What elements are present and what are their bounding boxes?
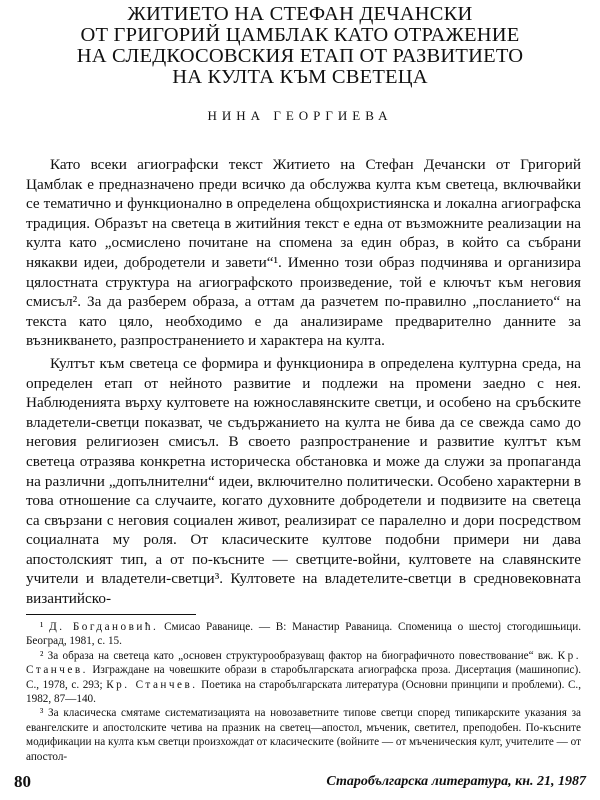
page-footer (14, 772, 586, 794)
footnote-3: ³ За класическа смятаме систематизацията на новозаветните типове светци според типикарските указания за евангелските и апостолските четива на празник на светец—апостол, мъченик, светител, преподобен. По-късните модификации на култа към светци произхождат от класическите (войните — от мъченическия култ, учителите — от апостол- (26, 707, 581, 763)
article-author: НИНА ГЕОРГИЕВА (207, 108, 393, 123)
footnote-author: Кр. Станчев. (26, 649, 582, 677)
footnote-text: ² За образа на светеца като „основен структурообразуващ фактор на биографичното повествование“ вж. (40, 649, 554, 662)
article-title (40, 4, 560, 88)
title-line: ОТ ГРИГОРИЙ ЦАМБЛАК КАТО ОТРАЖЕНИЕ (80, 24, 520, 46)
footnote-marker: ¹ (40, 621, 44, 633)
title-line: ЖИТИЕТО НА СТЕФАН ДЕЧАНСКИ (127, 3, 473, 25)
footnote-divider (26, 614, 196, 615)
title-line: НА СЛЕДКОСОВСКИЯ ЕТАП ОТ РАЗВИТИЕТО (76, 45, 524, 67)
footnotes (26, 620, 581, 764)
article-body (26, 155, 581, 609)
footnote-text: Смисао Раванице. — В: Манастир Раваница. Споменица о шестој стогодишњици. Београд, 1981, с. 15. (26, 621, 581, 648)
body-paragraph: Като всеки агиографски текст Житието на Стефан Дечански от Григорий Цамблак е предназначено преди всичко да обслужва култа към светеца, включвайки се тематично и функционално в определена общохристиянска и локална агиографска традиция. Образът на светеца в житийния текст е една от възможните реализации на култа като „осмислено почитане на спомена за един образ, в който са събрани някакви идеи, добродетели и завети“¹. Именно този образ подчинява и организира цялостната структура на агиографското произведение, той е ключът към неговия смисъл². За да разберем образа, а оттам да разчетем по-правилно „посланието“ на текста като цяло, необходимо е да анализираме предварително данните за възникването, разпространението и характера на култа. (26, 156, 581, 350)
footnote-author: Кр. Станчев. (106, 678, 198, 691)
title-line: НА КУЛТА КЪМ СВЕТЕЦА (172, 66, 428, 88)
footnote-text: Поетика на старобългарската литература (Основни принципи и проблеми). С., 1982, 87—140. (26, 678, 582, 706)
footnote-author: Д. Богдановић. (49, 621, 159, 633)
body-paragraph: Култът към светеца се формира и функционира в определена културна среда, на определен етап от нейното развитие и подлежи на промени заедно с нея. Наблюденията върху култовете на южнославянските светци, и особено на сръбските владетели-светци показват, че съдържанието на култа не бива да се свежда само до неговия религиозен смисъл. В своето разпространение и развитие култът към светеца отразява конкретна историческа обстановка и може да служи за пропаганда на различни „допълнителни“ идеи, включително политически. Особено характерни в това отношение са случаите, когато духовните добродетели и подвизите на светеца са свързани с неговия социален живот, реализират се паралелно и дори посредством социалната му роля. От класическите култове подобни примери ни дава апостолският тип, а от по-късните — светците-войни, култовете на славянските учители и владетели-светци³. Култовете на владетелите-светци в средновековната византийско- (26, 354, 581, 608)
page-number: 80 (14, 772, 31, 791)
footnote-text: Изграждане на човешките образи в старобългарската агиографска проза. Дисертация (машинопис). С., 1978, с. 293; (26, 664, 582, 691)
footnote-2 (26, 649, 581, 707)
footnote-1 (26, 620, 581, 649)
journal-reference: Старобългарска литература, кн. 21, 1987 (326, 774, 586, 789)
